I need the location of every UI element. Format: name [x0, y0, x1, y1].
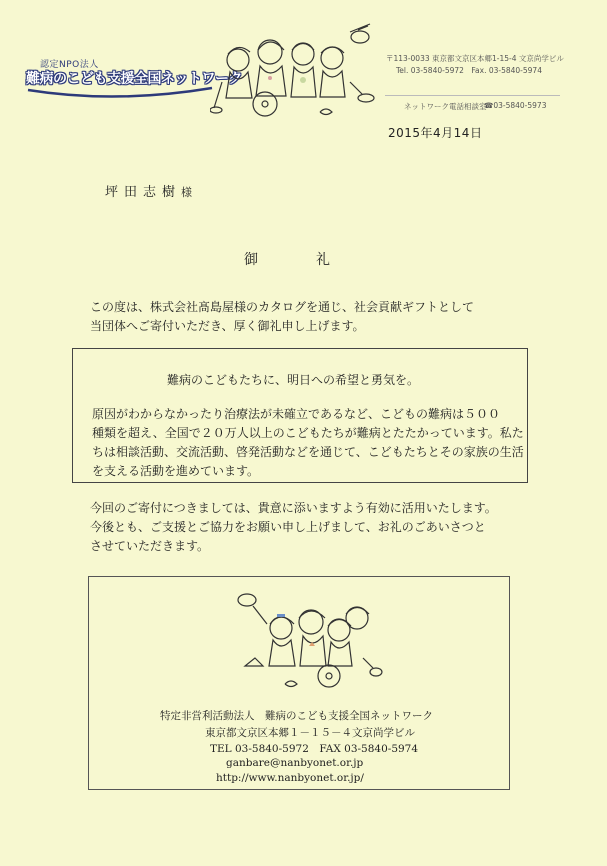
hotline-label: ネットワーク電話相談室: [404, 102, 487, 111]
mission-line: 原因がわからなかったり治療法が未確立であるなど、こどもの難病は５００: [92, 407, 501, 421]
footer-url: http://www.nanbyonet.or.jp/: [216, 772, 364, 784]
recipient-honorific: 様: [181, 186, 193, 199]
header-rule: [385, 95, 560, 96]
org-address: 〒113-0033 東京都文京区本郷1-15-4 文京尚学ビル: [386, 54, 564, 63]
letter-title: 御礼: [244, 252, 388, 268]
hotline-number: ☎03-5840-5973: [484, 101, 547, 110]
org-name-logo: 難病のこども支援全国ネットワーク: [26, 71, 242, 87]
footer-address: 東京都文京区本郷１－１５－４文京尚学ビル: [205, 727, 415, 739]
mission-line: を支える活動を進めています。: [92, 464, 260, 478]
intro-line: この度は、株式会社髙島屋様のカタログを通じ、社会貢献ギフトとして: [90, 300, 475, 314]
mission-line: ちは相談活動、交流活動、啓発活動などを通じて、こどもたちとその家族の生活: [92, 445, 524, 459]
mission-slogan: 難病のこどもたちに、明日への希望と勇気を。: [167, 373, 420, 387]
mission-line: 種類を超え、全国で２０万人以上のこどもたちが難病とたたかっています。私た: [92, 426, 524, 440]
closing-line: 今回のご寄付につきましては、貴意に添いますよう有効に活用いたします。: [90, 501, 497, 515]
letter-date: 2015年4月14日: [388, 126, 483, 140]
org-tel-fax: Tel. 03-5840-5972 Fax. 03-5840-5974: [396, 66, 542, 75]
footer-org: 特定非営利活動法人 難病のこども支援全国ネットワーク: [160, 710, 433, 722]
footer-children-illustration: [233, 588, 383, 693]
children-illustration: [210, 22, 385, 122]
org-type-label: 認定NPO法人: [40, 60, 99, 70]
intro-line: 当団体へご寄付いただき、厚く御礼申し上げます。: [90, 319, 365, 333]
footer-tel-fax: TEL 03-5840-5972 FAX 03-5840-5974: [210, 743, 419, 755]
logo-swoosh: [26, 86, 216, 104]
closing-line: させていただきます。: [90, 539, 210, 553]
footer-email: ganbare@nanbyonet.or.jp: [226, 757, 364, 769]
closing-line: 今後とも、ご支援とご協力をお願い申し上げまして、お礼のごあいさつと: [90, 520, 486, 534]
recipient-name: 坪田志樹: [105, 185, 182, 200]
recipient: [105, 181, 192, 200]
